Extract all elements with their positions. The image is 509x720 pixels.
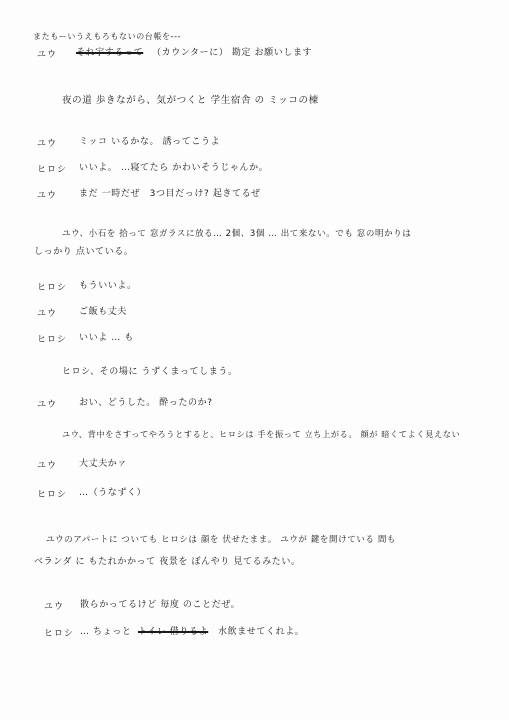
action-line: しっかり 点いている。 (34, 247, 134, 257)
dialogue-line: 大丈夫かァ (79, 459, 128, 469)
action-line: ヒロシ、その場に うずくまってしまう。 (62, 367, 238, 377)
dialogue-line: … ちょっと (80, 627, 132, 637)
speaker-label: ユウ (37, 309, 58, 319)
speaker-label: ユウ (37, 50, 58, 60)
scene-direction: 夜の道 歩きながら、気がつくと 学生宿舎 の ミッコの棟 (62, 95, 319, 106)
dialogue-line: おい、どうした。 酔ったのか? (79, 398, 213, 408)
dialogue-line: いいよ … も (79, 333, 134, 343)
speaker-label: ヒロシ (37, 335, 68, 345)
speaker-label: ヒロシ (37, 283, 68, 293)
speaker-label: ヒロシ (37, 490, 68, 500)
speaker-label: ヒロシ (44, 629, 75, 639)
dialogue-line: まだ 一時だぜ 3つ目だっけ? 起きてるぜ (79, 189, 261, 199)
speaker-label: ユウ (37, 191, 58, 201)
action-line: ユウ、背中をさすってやろうとすると、ヒロシは 手を振って 立ち上がる。 顔が 暗くてよく見えない (62, 429, 461, 439)
action-line: ベランダ に もたれかかって 夜景を ぼんやり 見てるみたい。 (34, 557, 301, 567)
dialogue-line: いいよ。 …寝てたら かわいそうじゃんか。 (79, 163, 269, 173)
dialogue-line: …（うなずく） (79, 488, 147, 498)
dialogue-line: （カウンターに） 勘定 お願いします (152, 48, 313, 58)
dialogue-line: ご飯も丈夫 (79, 307, 128, 317)
speaker-label: ユウ (37, 461, 58, 471)
dialogue-line: もういいよ。 (79, 281, 137, 291)
crossed-out-text: それ宇するって (76, 48, 144, 58)
speaker-label: ユウ (37, 400, 58, 410)
action-line: ユウのアパートに ついても ヒロシは 顔を 伏せたまま。 ユウが 鍵を開けている 間も (46, 535, 397, 545)
dialogue-line: ミッコ いるかな。 誘ってこうよ (79, 137, 221, 147)
crossed-out-text: トイレ 借りるよ (138, 627, 209, 637)
speaker-label: ユウ (37, 139, 58, 149)
dialogue-line: 散らかってるけど 毎度 のことだぜ。 (80, 600, 241, 610)
speaker-label: ユウ (44, 602, 65, 612)
dialogue-line: 水飲ませてくれよ。 (218, 627, 305, 637)
speaker-label: ヒロシ (37, 165, 68, 175)
margin-note: またもーいうえもろもないの台帳を--- (33, 32, 182, 41)
action-line: ユウ、小石を 拾って 窓ガラスに放る… 2個、3個 … 出て来ない。でも 窓の明かりは (62, 229, 412, 239)
